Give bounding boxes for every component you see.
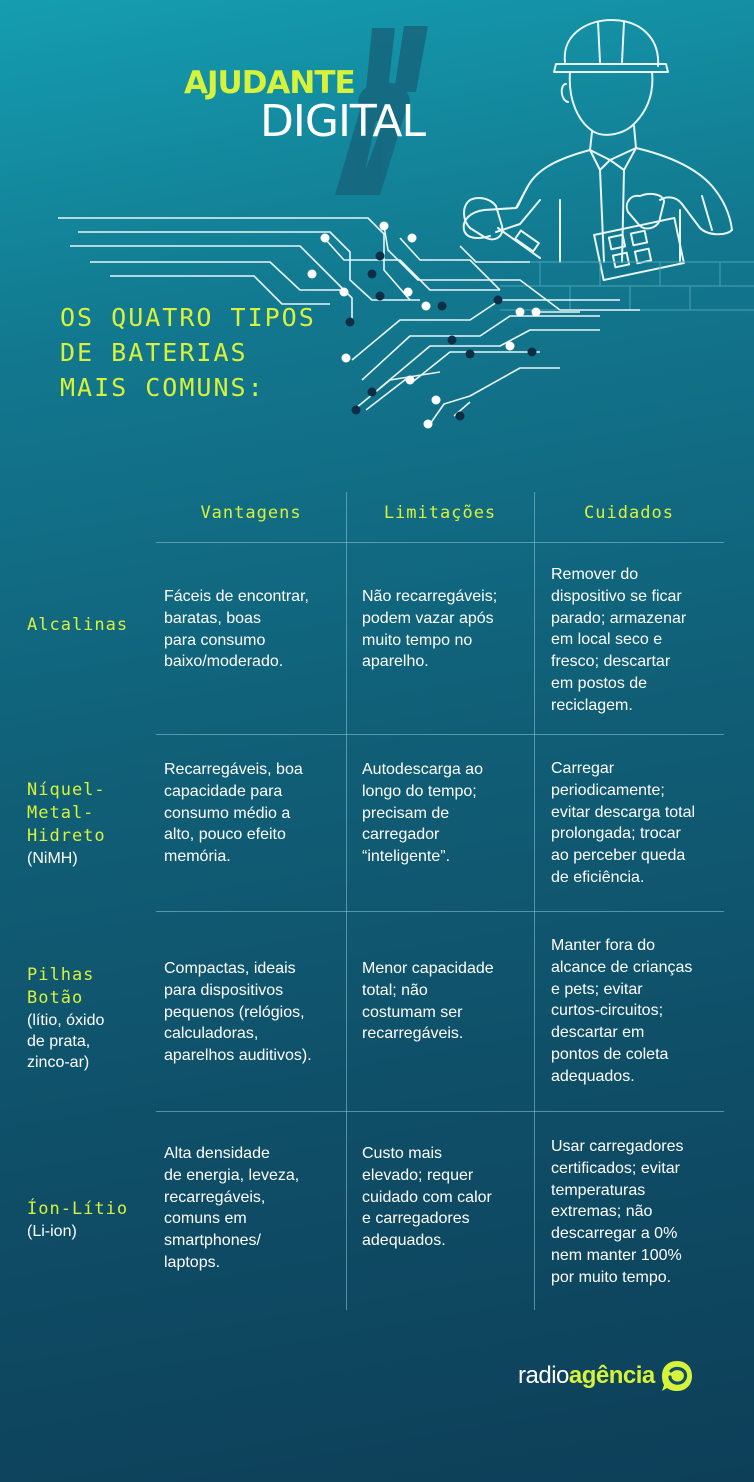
row-label-nimh bbox=[27, 779, 106, 869]
cell-line: cuidado com calor bbox=[362, 1188, 492, 1206]
cell-line: de energia, leveza, bbox=[164, 1166, 300, 1184]
cell-line: em postos de bbox=[551, 674, 648, 692]
row-label-name: Pilhas bbox=[27, 965, 95, 985]
cell-line: aparelho. bbox=[362, 653, 429, 671]
cell-line: precisam de bbox=[362, 804, 450, 822]
cell-line: nem manter 100% bbox=[551, 1246, 682, 1264]
cell-line: extremas; não bbox=[551, 1203, 653, 1221]
grid-divider bbox=[534, 492, 535, 1310]
cell-line: longo do tempo; bbox=[362, 782, 477, 800]
cell-line: periodicamente; bbox=[551, 781, 665, 799]
cell-line: baixo/moderado. bbox=[164, 653, 284, 671]
speech-bubble-icon bbox=[659, 1358, 695, 1394]
cell-line: descartar em bbox=[551, 1024, 645, 1042]
row-label-ion-litio bbox=[27, 1198, 128, 1242]
cell-line: smartphones/ bbox=[164, 1232, 261, 1250]
cell-line: consumo médio a bbox=[164, 804, 291, 822]
cell-line: por muito tempo. bbox=[551, 1268, 672, 1286]
column-header-cuidados: Cuidados bbox=[584, 503, 674, 523]
cell-line: baratas, boas bbox=[164, 609, 261, 627]
grid-divider bbox=[346, 492, 347, 1310]
row-label-sub: zinco-ar) bbox=[27, 1054, 90, 1071]
cell-cuidados-ion-litio bbox=[551, 1136, 721, 1289]
row-label-sub: de prata, bbox=[27, 1033, 91, 1050]
headline-line: OS QUATRO TIPOS bbox=[60, 303, 316, 332]
cell-line: “inteligente”. bbox=[362, 848, 451, 866]
cell-line: parado; armazenar bbox=[551, 609, 687, 627]
row-label-pilhas-botao bbox=[27, 964, 104, 1073]
cell-line: calculadoras, bbox=[164, 1025, 259, 1043]
cell-line: laptops. bbox=[164, 1253, 221, 1271]
cell-line: em local seco e bbox=[551, 631, 663, 649]
brand-title bbox=[182, 65, 426, 147]
cell-line: aparelhos auditivos). bbox=[164, 1047, 312, 1065]
row-label-name: Alcalinas bbox=[27, 615, 129, 635]
cell-line: prolongada; trocar bbox=[551, 825, 681, 843]
cell-limitacoes-nimh bbox=[362, 759, 527, 868]
cell-limitacoes-alcalinas bbox=[362, 586, 527, 673]
cell-line: adequados. bbox=[551, 1067, 635, 1085]
cell-line: de eficiência. bbox=[551, 868, 645, 886]
row-label-sub: (lítio, óxido bbox=[27, 1012, 105, 1029]
cell-line: podem vazar após bbox=[362, 609, 494, 627]
cell-line: Usar carregadores bbox=[551, 1138, 684, 1155]
cell-line: Menor capacidade bbox=[362, 960, 494, 977]
cell-line: Fáceis de encontrar, bbox=[164, 588, 309, 605]
cell-line: carregador bbox=[362, 826, 440, 844]
cell-line: alcance de crianças bbox=[551, 958, 693, 976]
cell-line: Remover do bbox=[551, 566, 639, 583]
cell-line: Compactas, ideais bbox=[164, 960, 296, 977]
row-label-name: Níquel- bbox=[27, 780, 106, 800]
row-label-name: Hidreto bbox=[27, 826, 106, 846]
cell-line: Manter fora do bbox=[551, 937, 656, 954]
grid-divider bbox=[156, 542, 724, 543]
cell-line: curtos-circuitos; bbox=[551, 1002, 664, 1020]
row-label-name: Íon-Lítio bbox=[27, 1199, 129, 1219]
page-headline bbox=[60, 300, 360, 405]
cell-line: adequados. bbox=[362, 1232, 446, 1250]
cell-vantagens-ion-litio bbox=[164, 1143, 342, 1274]
cell-line: Recarregáveis, boa bbox=[164, 761, 303, 778]
cell-line: pequenos (relógios, bbox=[164, 1003, 305, 1021]
headline-line: MAIS COMUNS: bbox=[60, 373, 265, 402]
column-header-vantagens: Vantagens bbox=[200, 503, 302, 523]
cell-cuidados-alcalinas bbox=[551, 564, 721, 717]
row-label-sub: (NiMH) bbox=[27, 850, 78, 867]
cell-line: capacidade para bbox=[164, 782, 283, 800]
cell-line: e carregadores bbox=[362, 1210, 470, 1228]
cell-line: para consumo bbox=[164, 631, 266, 649]
row-label-name: Botão bbox=[27, 988, 84, 1008]
cell-line: Autodescarga ao bbox=[362, 761, 483, 778]
cell-line: alto, pouco efeito bbox=[164, 826, 286, 844]
cell-line: recarregáveis, bbox=[164, 1188, 266, 1206]
cell-line: para dispositivos bbox=[164, 981, 284, 999]
cell-line: Não recarregáveis; bbox=[362, 588, 498, 605]
brand-line-2: DIGITAL bbox=[260, 96, 426, 147]
cell-line: recarregáveis. bbox=[362, 1025, 464, 1043]
grid-divider bbox=[156, 911, 724, 912]
cell-line: certificados; evitar bbox=[551, 1159, 680, 1177]
cell-line: costumam ser bbox=[362, 1003, 463, 1021]
worker-icon bbox=[464, 20, 732, 280]
cell-limitacoes-ion-litio bbox=[362, 1143, 527, 1252]
cell-line: dispositivo se ficar bbox=[551, 587, 682, 605]
row-label-alcalinas bbox=[27, 614, 128, 637]
cell-line: reciclagem. bbox=[551, 696, 633, 714]
cell-line: e pets; evitar bbox=[551, 980, 643, 998]
cell-line: ao perceber queda bbox=[551, 847, 686, 865]
cell-line: descarregar a 0% bbox=[551, 1225, 678, 1243]
headline-line: DE BATERIAS bbox=[60, 338, 248, 367]
cell-line: Custo mais bbox=[362, 1145, 443, 1162]
logo-text-regular: radio bbox=[518, 1362, 569, 1389]
cell-line: total; não bbox=[362, 981, 428, 999]
cell-line: muito tempo no bbox=[362, 631, 473, 649]
grid-divider bbox=[156, 1111, 724, 1112]
cell-line: Carregar bbox=[551, 760, 615, 777]
logo-text bbox=[518, 1362, 655, 1390]
cell-line: comuns em bbox=[164, 1210, 247, 1228]
cell-line: memória. bbox=[164, 848, 231, 866]
cell-line: pontos de coleta bbox=[551, 1045, 669, 1063]
cell-line: fresco; descartar bbox=[551, 653, 671, 671]
radioagencia-logo bbox=[518, 1356, 695, 1396]
cell-cuidados-nimh bbox=[551, 758, 721, 889]
column-header-limitacoes: Limitações bbox=[383, 503, 497, 523]
cell-cuidados-pilhas-botao bbox=[551, 935, 721, 1088]
cell-line: Alta densidade bbox=[164, 1145, 270, 1162]
grid-divider bbox=[156, 734, 724, 735]
cell-line: elevado; requer bbox=[362, 1166, 474, 1184]
cell-vantagens-pilhas-botao bbox=[164, 958, 342, 1067]
row-label-sub: (Li-ion) bbox=[27, 1223, 77, 1240]
cell-vantagens-nimh bbox=[164, 759, 342, 868]
row-label-name: Metal- bbox=[27, 803, 95, 823]
brick-wall-icon bbox=[500, 262, 754, 310]
brand-line-1: AJUDANTE bbox=[184, 65, 355, 101]
cell-limitacoes-pilhas-botao bbox=[362, 958, 527, 1045]
cell-line: evitar descarga total bbox=[551, 803, 696, 821]
logo-text-bold: agência bbox=[568, 1362, 655, 1389]
cell-vantagens-alcalinas bbox=[164, 586, 342, 673]
cell-line: temperaturas bbox=[551, 1181, 646, 1199]
